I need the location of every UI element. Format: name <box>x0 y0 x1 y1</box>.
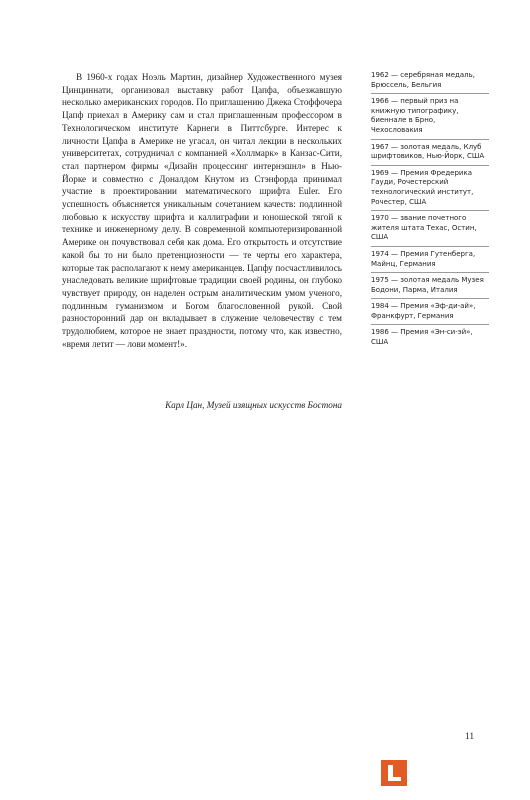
award-item: 1966 — первый приз на книжную типографику, биеннале в Брно, Чехословакия <box>371 96 489 139</box>
award-item: 1970 — звание почетного жителя штата Техас, Остин, США <box>371 213 489 247</box>
award-item: 1967 — золотая медаль, Клуб шрифтовиков, Нью-Йорк, США <box>371 142 489 166</box>
article-paragraph: В 1960-х годах Ноэль Мартин, дизайнер Художественного музея Цинциннати, организовал выставку работ Цапфа, объезжавшую несколько американских городов. По приглашению Джека Стоффочера Цапф приехал в Америку сам и стал приглашенным профессором в Технологическом институте Карнеги в Питтсбурге. Интерес к личности Цапфа в Америке не угасал, он читал лекции в нескольких университетах, сотрудничал с компанией «Холлмарк» в Канзас-Сити, стал партнером фирмы «Дизайн процессинг интернэшнл» в Нью-Йорке и совместно с Доналдом Кнутом из Стэнфорда принимал участие в проектировании математического шрифта Euler. Его успешность объясняется уникальным сочетанием качеств: подлинной любовью к искусству шрифта и каллиграфии и юношеской тягой к технике и инженерному делу. В современной компьютеризированной Америке он почувствовал себя как дома. Его открытость и отсутствие какой бы то ни было претенциозности — те черты его характера, которые так располагают к нему американцев. Цапфу посчастливилось унаследовать великие шрифтовые традиции своей родины, он глубоко чувствует природу, он наделен острым аналитическим умом ученого, подлинным гуманизмом и Богом благословенной рукой. Свой разносторонний дар он вкладывает в служение человечеству с тем трудолюбием, которое не знает праздности, потому что, как известно, «время летит — лови момент!». <box>62 72 342 349</box>
award-item: 1962 — серебряная медаль, Брюссель, Бельгия <box>371 70 489 94</box>
award-item: 1974 — Премия Гутенберга, Майнц, Германия <box>371 249 489 273</box>
awards-sidebar <box>371 70 489 353</box>
award-item: 1969 — Премия Фредерика Гауди, Рочестерский технологический институт, Рочестер, США <box>371 168 489 211</box>
article-signature: Карл Цан, Музей изящных искусств Бостона <box>165 400 342 410</box>
page-number: 11 <box>465 732 475 742</box>
letter-L-icon <box>381 760 407 786</box>
article-text <box>62 71 342 350</box>
publisher-logo <box>381 760 407 786</box>
award-item: 1984 — Премия «Эф-ди-ай», Франкфурт, Германия <box>371 301 489 325</box>
award-item: 1986 — Премия «Эн-си-эй», США <box>371 328 473 347</box>
award-item: 1975 — золотая медаль Музея Бодони, Парма, Италия <box>371 275 489 299</box>
